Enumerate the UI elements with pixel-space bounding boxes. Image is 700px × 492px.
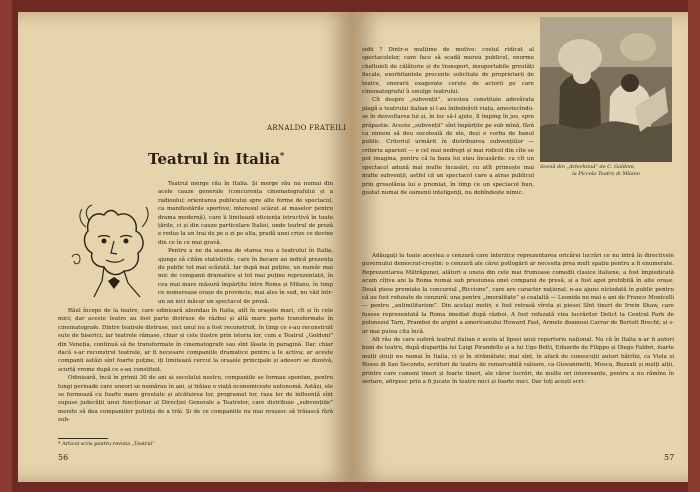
caption-subtitle: la Piccolo Teatro di Milano	[572, 170, 640, 177]
right-paragraph-1: sidii ? Dintr-o mulțime de motive: costul ridicat al spectacolelor, care face să scadă mereu publicul, enorme cheltuieli de călătorie și de transport, insuportabile greutăți fiscale, exorbitantele procente solicitate de proprietarii de teatre, onorarii exagerate cerute de actorii pe care cinematograful îi smulge teatrului.	[362, 47, 534, 96]
footnote: * Articol scris pentru revista „Teatrul”	[58, 441, 155, 447]
left-paragraph-3: Răul începe de la teatre, care odinioară abundau în Italia, atît în orașele mari, cît și în cele mici; dar aceste teatre au fost parte distruse de război și altă mare parte transformate în cinematografe. Dintre teatrele distruse, nici unul nu a fost reconstruit, în timp ce s-au reconstruit sute de biserici; iar teatrele rămase, chiar și cele ilustre prin istoria lor, cum e Teatrul „Goldoni” din Veneția, continuă să fie transformate în cinematografe sau sînt lăsate în paragină. Dar, chiar dacă s-ar reconstrui teatrele, ar fi necesare companiile dramatice pentru a le activa; ar aceste companii astăzi sînt foarte puține, iți limitează cercul la orașele principale și adesori se dizolvă, scurtă vreme după ce s-au constituit.	[58, 308, 333, 373]
right-page	[354, 12, 688, 482]
left-paragraph-1: Teatrul merge rău în Italia. Și merge rău nu numai din acele cauze generale (concurența cinematografului și a radioului; orientarea publicului spre alte forme de spectacol, ca manifestările sportive; interesul scăzut al maselor pentru drama modernă), care îi limitează eficiența istructivă în toate țările, ci și din cauze particulare Italiei, unde teatrul de proză e redus la un trai de pe o zi pe alta, pradă unei crize ce devine din ce în ce mai gravă.	[158, 181, 333, 246]
right-paragraph-4: Alt rău de care suferă teatrul italian e acela al lipsei unui repertoriu național. Nu că în Italia n-ar fi autori buni de teatru, după dispariția lui Luigi Pirandello și a lui Ugo Betti, Eduardo de Filippo și Diego Fabbri, foarte mulți știuți nu numai în Italia, ci și în străinătate; mai sînt, în afară de cunoscuții autori bătrîni, ca Viola și Rosso di San Secondo, scriitori de teatru de remarcabilă valoare, ca Giovaninetti, Mosca, Buzzati și mulți alții, printre care cameni tineri și foarte tineri, ale căror lucrări, de multe ori interesante, pentru a nu rămîne în sertare, afirpesc prin a fi jucate în teatre mici și foarte mici. Dar toți acești scri-	[362, 337, 674, 386]
caption-title: Scenă din „Arlechinul” de C. Goldoni,	[540, 164, 636, 170]
stage-photo	[540, 17, 672, 162]
photo-caption	[540, 164, 672, 177]
left-page-number: 56	[58, 453, 69, 462]
cover-edge-right	[688, 0, 700, 492]
article-author: ARNALDO FRATEILI	[267, 124, 347, 132]
author-caricature	[64, 197, 164, 307]
left-page	[18, 12, 351, 482]
right-paragraph-3: Adăugați la toate acestea o cenzură care interzice reprezentarea oricărei lucrări ce nu intră în directivele guvernului democrat-creștin: o cenzură ale cărei potlogării ar necesita prea mult spațiu pentru a fi enumerate. Reprezentarea Mătrăgunei, alături a uneia din cele mai frumoase comedii clasice italiene, a fost împiedicată acum cîțiva ani la Roma numai sub presiunea unei companii de presă, și a fost apoi prohibită în alte orașe. Două piese premiate la concursul „Riccione”, care are caracter național, n-au ajuns niciodată în public pentru că au fost refuzate de cenzură: una pentru „imoralitate” și cealaltă — Leonida nu mai e ani de Franco Monicelli — pentru „antimilitarism”. Din același motiv, e fost retrasă vîrsta și piesei Sînt tineri de Irwin Shaw, care fusese reprezentată la Roma imediat după război. A fost refuzată viza lucrărilor Delict la Central Park de polonezul Tarn, Pramboi de argint a americanului Howard Fast, Armele doamnei Carrar de Bertolt Brecht; și s-ar mai putea cita încă.	[362, 253, 674, 335]
left-paragraph-4: Odinioară, încă în primii 30 de ani ai secolului nostru, companiile se formau spontan, pentru lungi perioade care uneori se numărau în ani, și trăiau o viață economicește autonomă. Astăzi, ele se formează cu foarte mare greutate și alcătuirea lor, programul lor, raza lor de influență sînt supuse judecății unui funcționar al Direcției Generale a Teatrelor, care distribuie „subvențiile” menite să dea companiilor putința de a trăi. Și de ce companiile nu mai reușesc să trăiască fără sub-	[58, 375, 333, 424]
footnote-rule	[58, 438, 108, 439]
right-page-number: 57	[664, 453, 675, 462]
left-paragraph-2: Pentru a ne da seama de starea rea a teatrului în Italia, ajunge să cităm statisticile, care în fiecare an indică prezența de public tot mai scăzută. Iar după mai puține, un număr mai mic de companii dramatice și tot mai puține reprezentații, în cea mai mare măsură împărțite între Roma și Milano, în timp ce numeroase orașe de provincie, mai ales în sud, nu văd într-un an nici măcar un spectacol de proză.	[158, 248, 333, 305]
right-paragraph-2: Cît despre „subvenții”, acestea constituie adevărata plagă a teatrului italian și l-au îmbolnăvit viața, amestecîndu-se în dezvoltarea lui și, în loc să-l ajute, îl împing în jos, spre prăpastie. Aceste „subvenții” sînt împărțite pe sub mînă, fără ca nimeni să deu socoteală de ele, deși e vorba de banul public. Criteriul urmărit în distribuirea subvențiilor — criteriu aparent — e cel mai nedrept și mai ridicol din cîte se pot imagina, pentru că la baza lui stau încasările: cu cît un spectacol adună mai multe încasări, cu atît primește mai multe subvenții, astfel că un spectacol care a atras publicul prin grosolănia lui e premiat, în timp ce un spectacol bun, gustat numai de oamenii inteligenți, nu dobîndește nimic.	[362, 97, 534, 196]
right-column-bottom-text	[362, 252, 674, 387]
cover-edge-left	[0, 0, 12, 492]
title-footnote-mark: *	[279, 150, 285, 160]
article-title: Teatrul în Italia*	[148, 150, 285, 168]
left-column-bottom-text	[58, 307, 333, 425]
left-column-top-text	[158, 180, 333, 306]
right-column-top-text	[362, 46, 534, 197]
